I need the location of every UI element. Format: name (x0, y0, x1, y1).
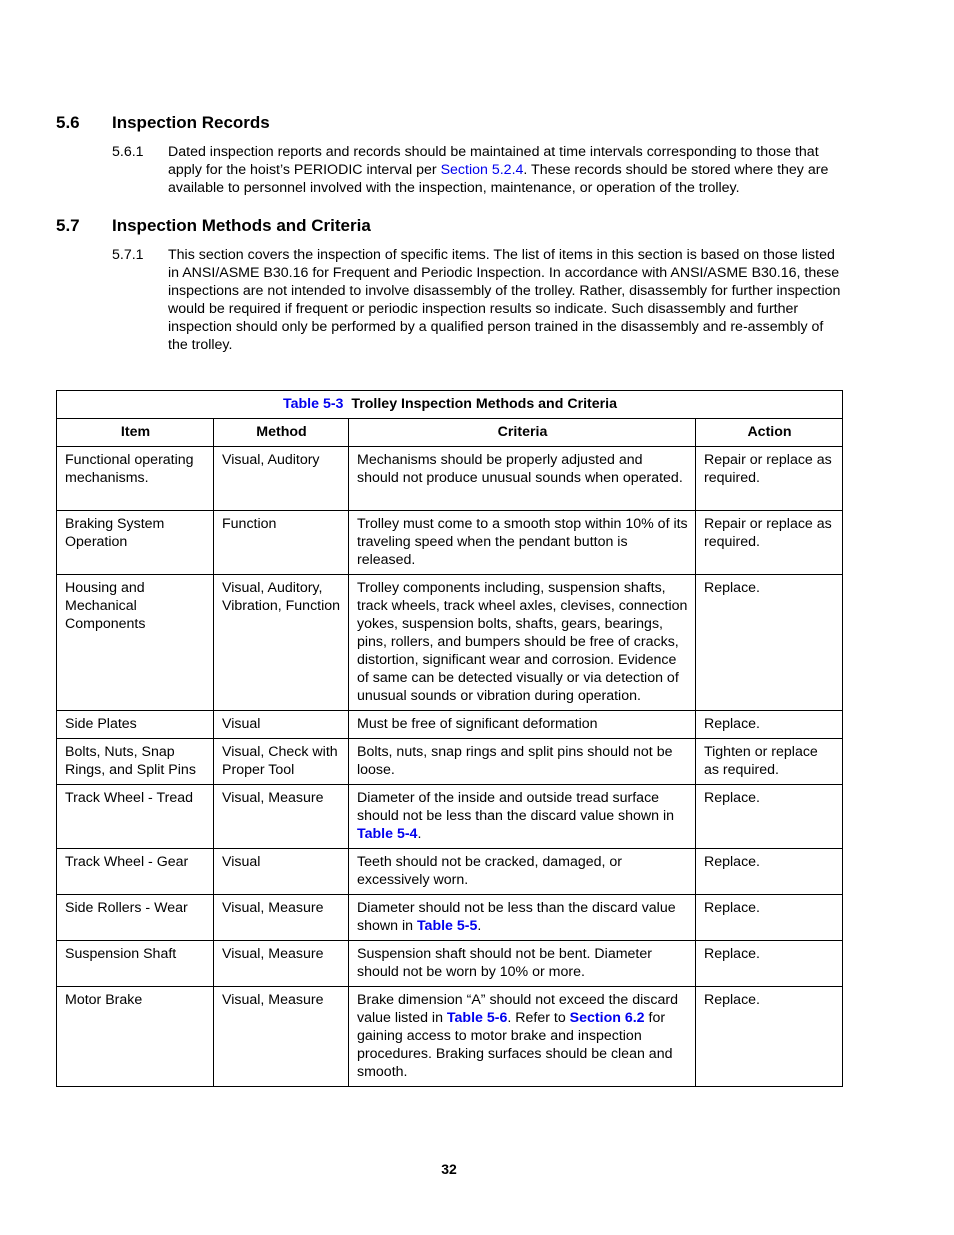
page-number: 32 (441, 1161, 457, 1177)
header-criteria: Criteria (349, 419, 696, 447)
cell-action: Replace. (696, 785, 843, 849)
cell-item: Side Rollers - Wear (57, 895, 214, 941)
section-link[interactable]: Section 6.2 (569, 1010, 645, 1026)
cell-item: Suspension Shaft (57, 941, 214, 987)
text-segment: . (477, 918, 482, 934)
table-row (57, 711, 843, 739)
cell-criteria: Bolts, nuts, snap rings and split pins should not be loose. (349, 739, 696, 785)
text-segment: . These records should be stored where they are available to personnel involved with the inspection, maintenance, or operation of the trolley. (168, 162, 829, 196)
table-row (57, 575, 843, 711)
section-heading-5-7 (56, 216, 371, 236)
cell-action: Replace. (696, 895, 843, 941)
header-method: Method (214, 419, 349, 447)
cell-item: Functional operating mechanisms. (57, 447, 214, 511)
cell-item: Side Plates (57, 711, 214, 739)
paragraph-5-7-1 (112, 246, 842, 354)
cell-action: Repair or replace as required. (696, 447, 843, 511)
cell-criteria: Must be free of significant deformation (349, 711, 696, 739)
header-action: Action (696, 419, 843, 447)
cell-method: Function (214, 511, 349, 575)
cell-item: Motor Brake (57, 987, 214, 1087)
table-header-row (57, 419, 843, 447)
text-segment: Diameter of the inside and outside tread surface should not be less than the discard value shown in (357, 790, 675, 824)
section-link[interactable]: Section 5.2.4 (440, 162, 524, 178)
paragraph-text (168, 143, 842, 197)
table-title: Trolley Inspection Methods and Criteria (351, 396, 618, 412)
cell-method: Visual (214, 711, 349, 739)
cell-action: Replace. (696, 575, 843, 711)
cell-criteria: Trolley must come to a smooth stop within 10% of its traveling speed when the pendant button is released. (349, 511, 696, 575)
cell-method: Visual, Measure (214, 895, 349, 941)
cell-item: Track Wheel - Gear (57, 849, 214, 895)
cell-method: Visual (214, 849, 349, 895)
section-heading-5-6 (56, 113, 270, 133)
table-ref-link[interactable]: Table 5-4 (357, 826, 418, 842)
cell-item: Track Wheel - Tread (57, 785, 214, 849)
cell-method: Visual, Measure (214, 785, 349, 849)
cell-criteria (349, 895, 696, 941)
cell-action: Replace. (696, 987, 843, 1087)
cell-action: Tighten or replace as required. (696, 739, 843, 785)
text-segment: Diameter should not be less than the discard value shown in (357, 900, 676, 934)
header-item: Item (57, 419, 214, 447)
table-row (57, 511, 843, 575)
cell-method: Visual, Check with Proper Tool (214, 739, 349, 785)
text-segment: . Refer to (507, 1010, 570, 1026)
table-ref-link[interactable]: Table 5-5 (416, 918, 478, 934)
table-ref-link[interactable]: Table 5-3 (283, 396, 344, 412)
text-segment: Dated inspection reports and records should be maintained at time intervals corresponding to those that apply for the hoist’s PERIODIC interval per (168, 144, 819, 178)
cell-method: Visual, Auditory, Vibration, Function (214, 575, 349, 711)
paragraph-number: 5.7.1 (112, 247, 144, 263)
cell-action: Replace. (696, 849, 843, 895)
text-segment: for gaining access to motor brake and inspection procedures. Braking surfaces should be clean and smooth. (357, 1010, 673, 1080)
table-ref-link[interactable]: Table 5-6 (446, 1010, 508, 1026)
cell-item: Bolts, Nuts, Snap Rings, and Split Pins (57, 739, 214, 785)
table-row (57, 785, 843, 849)
paragraph-5-6-1 (112, 143, 842, 197)
table-row (57, 739, 843, 785)
table-row (57, 447, 843, 511)
section-number: 5.7 (56, 216, 80, 235)
cell-criteria: Trolley components including, suspension shafts, track wheels, track wheel axles, clevises, connection yokes, suspension bolts, shafts, gears, bearings, pins, rollers, and bumpers should be free of cracks, distortion, significant wear and corrosion. Evidence of same can be detected visually or via detection of unusual sounds or vibration during operation. (349, 575, 696, 711)
table-row (57, 987, 843, 1087)
section-number: 5.6 (56, 113, 80, 132)
table-caption (57, 391, 843, 419)
table-caption-row (57, 391, 843, 419)
cell-action: Replace. (696, 711, 843, 739)
cell-action: Replace. (696, 941, 843, 987)
paragraph-number: 5.6.1 (112, 144, 144, 160)
cell-criteria: Mechanisms should be properly adjusted and should not produce unusual sounds when operated. (349, 447, 696, 511)
cell-criteria: Suspension shaft should not be bent. Diameter should not be worn by 10% or more. (349, 941, 696, 987)
cell-method: Visual, Measure (214, 987, 349, 1087)
cell-method: Visual, Measure (214, 941, 349, 987)
section-title: Inspection Methods and Criteria (112, 216, 371, 235)
paragraph-text: This section covers the inspection of specific items. The list of items in this section is based on those listed in ANSI/ASME B30.16 for Frequent and Periodic Inspection. In accordance with ANSI/ASME B30.16, these inspections are not intended to involve disassembly of the trolley. Rather, disassembly for further inspection would be required if frequent or periodic inspection results so indicate. Such disassembly and further inspection should only be performed by a qualified person trained in the disassembly and re-assembly of the trolley. (168, 247, 841, 353)
cell-criteria (349, 785, 696, 849)
table-row (57, 895, 843, 941)
table-row (57, 941, 843, 987)
cell-action: Repair or replace as required. (696, 511, 843, 575)
table-row (57, 849, 843, 895)
cell-item: Housing and Mechanical Components (57, 575, 214, 711)
cell-item: Braking System Operation (57, 511, 214, 575)
text-segment: Brake dimension “A” should not exceed the discard value listed in (357, 992, 678, 1026)
cell-criteria (349, 987, 696, 1087)
cell-method: Visual, Auditory (214, 447, 349, 511)
section-title: Inspection Records (112, 113, 270, 132)
cell-criteria: Teeth should not be cracked, damaged, or excessively worn. (349, 849, 696, 895)
inspection-table (56, 390, 843, 1087)
text-segment: . (417, 826, 422, 842)
